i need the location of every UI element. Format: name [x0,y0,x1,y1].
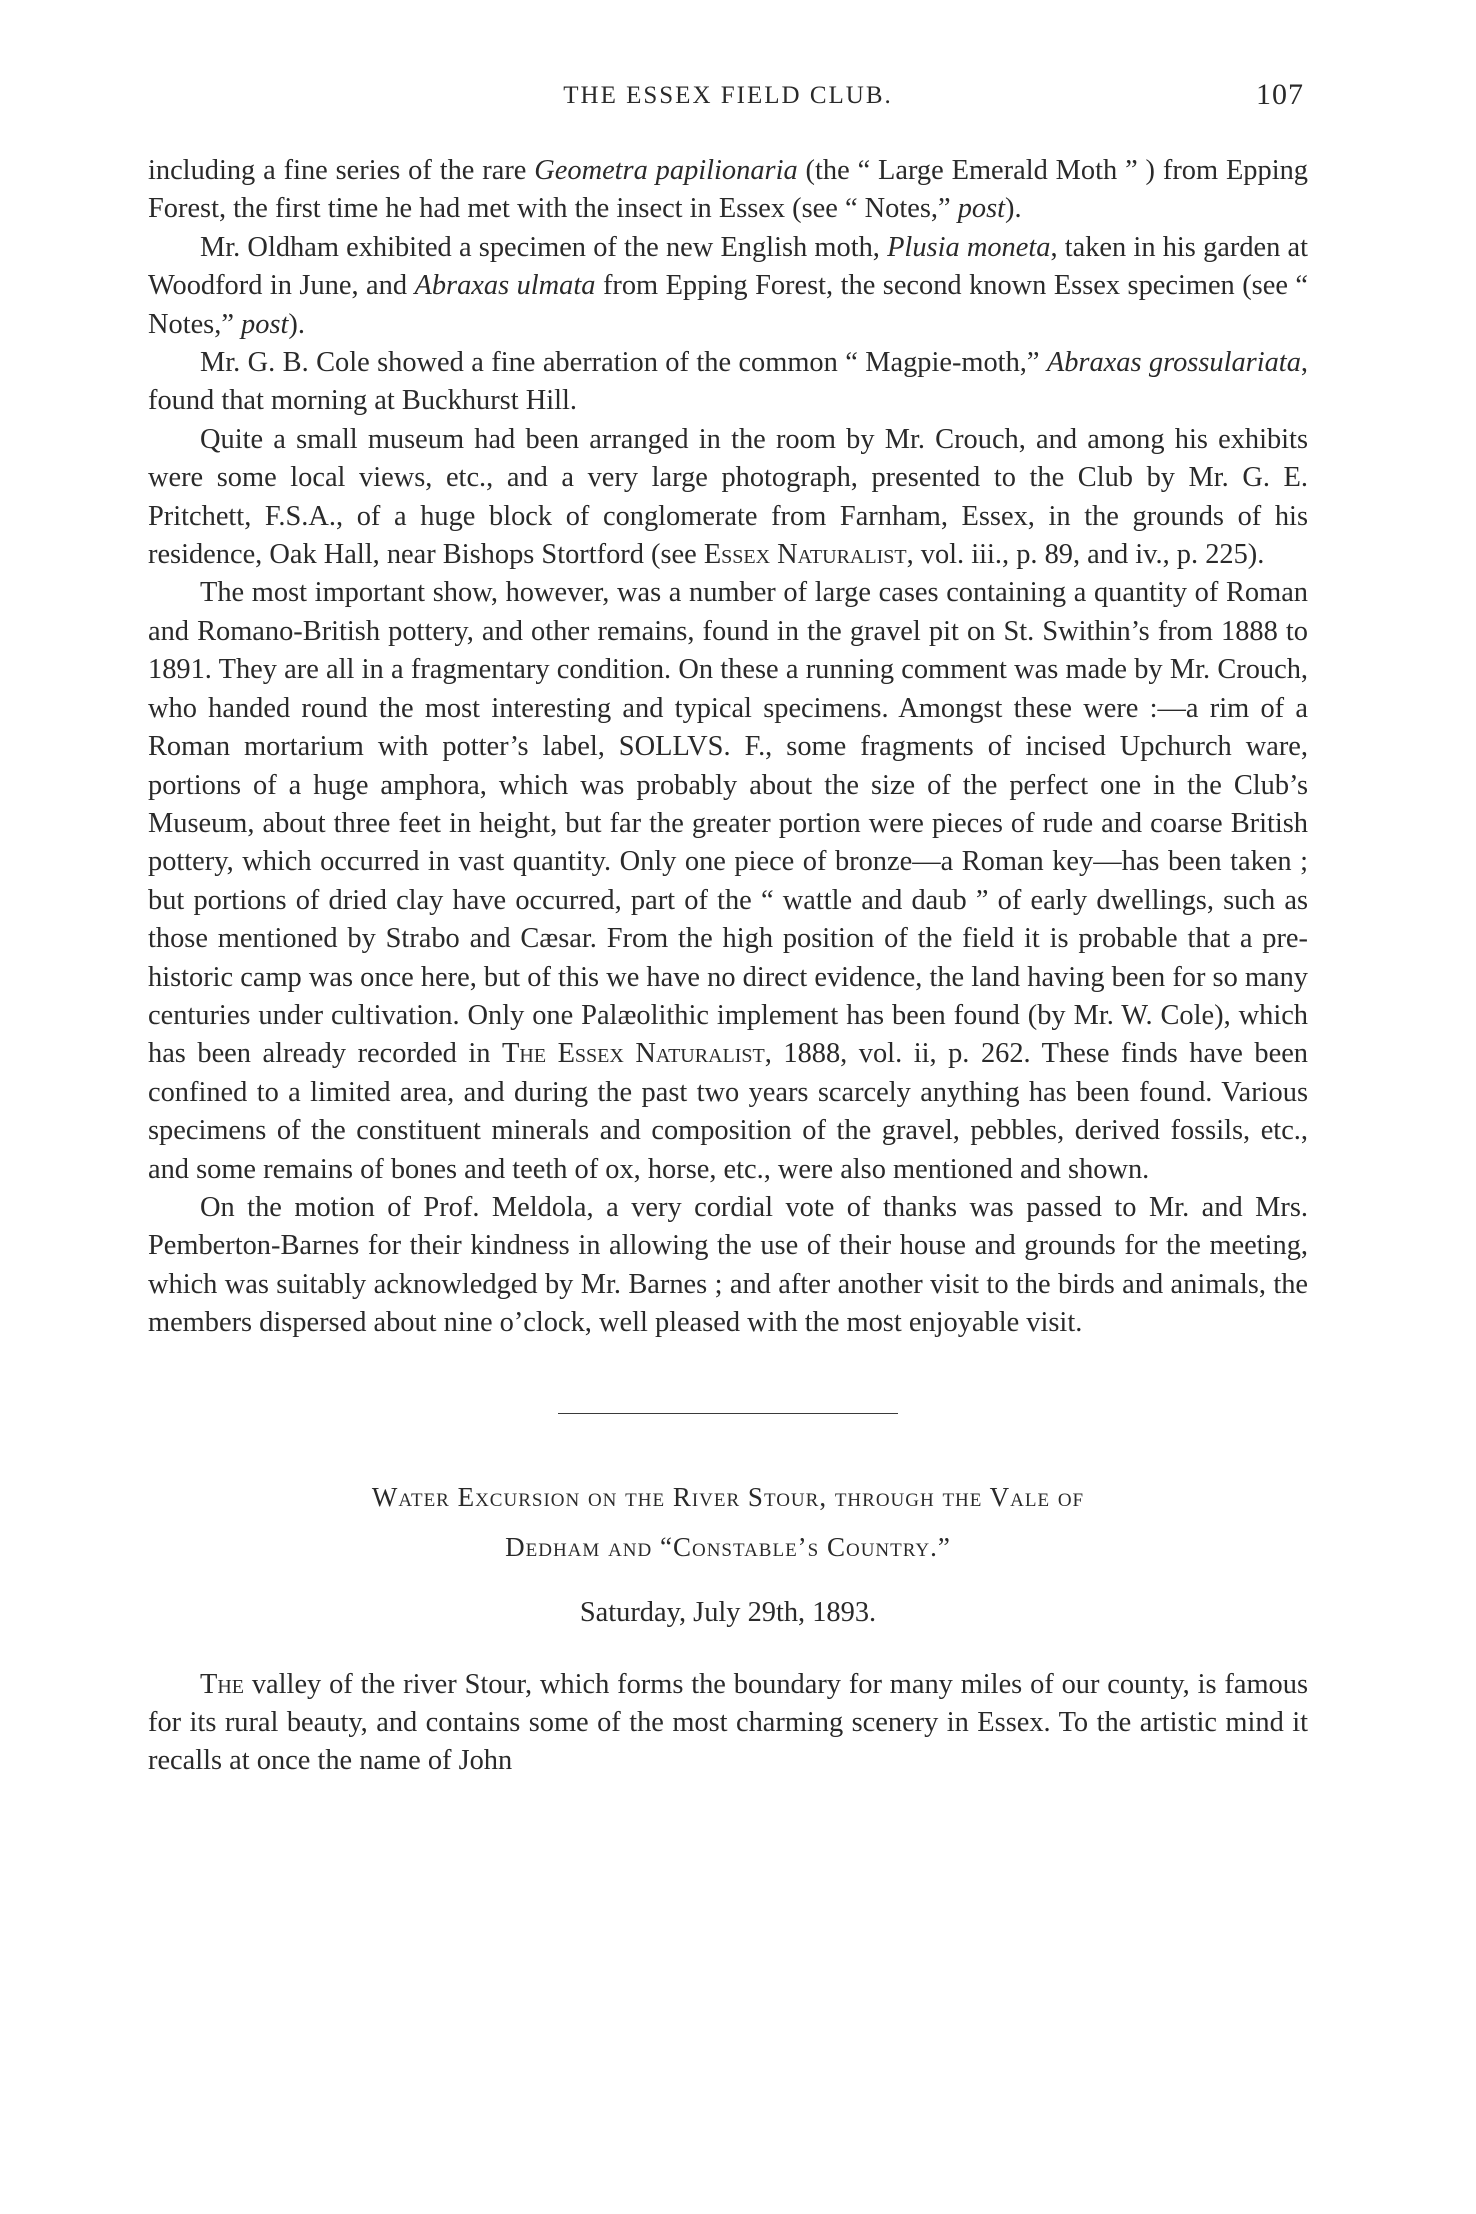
section-divider-rule [558,1413,898,1414]
text-run: Mr. Oldham exhibited a specimen of the new English moth, [200,231,888,263]
text-run: including a fine series of the rare [148,155,535,186]
small-caps-run: The Essex Naturalist [502,1038,765,1070]
running-head [148,68,1308,128]
paragraph [148,344,1308,421]
running-head-title: THE ESSEX FIELD CLUB. [563,82,893,109]
paragraph [148,152,1308,229]
section-heading-line-1: Water Excursion on the River Stour, through the Vale of [371,1481,1085,1512]
text-run: , found that morning at Buckhurst Hill. [148,347,1308,417]
italic-run: Abraxas grossulariata [1046,347,1301,379]
text-run: valley of the river Stour, which forms the boundary for many miles of our county, is famous for its rural beauty, and contains some of the most charming scenery in Essex. To the artistic mind it recalls at once the name of John [148,1668,1308,1777]
book-page [148,68,1308,1781]
text-run: ). [288,308,305,340]
section-heading [148,1472,1308,1572]
section-heading-line-2: Dedham and “Constable’s Country.” [505,1531,951,1562]
italic-run: Geometra papilionaria [534,155,798,186]
text-run: Mr. G. B. Cole showed a fine aberration of the common “ Magpie-moth,” [200,347,1047,379]
section-date: Saturday, July 29th, 1893. [579,1596,877,1628]
text-run: , taken in his garden at Woodford in June, and [148,231,1309,302]
text-run: , 1888, vol. ii, p. 262. These finds have been confined to a limited area, and during the past two years scarcely anything has been found. Various specimens of the constituent minerals and composition of the gravel, pebbles, derived fossils, etc., and some remains of bones and teeth of ox, horse, etc., were also mentioned and shown. [148,1038,1309,1185]
section-body-paragraph [148,1666,1308,1781]
section-body [148,1666,1308,1781]
italic-run: post [957,193,1006,225]
text-run: , vol. iii., p. 89, and iv., p. 225). [906,539,1265,571]
text-run: ). [1005,193,1022,225]
paragraph [148,421,1308,575]
paragraph [148,229,1308,344]
italic-run: Plusia moneta [887,231,1051,263]
italic-run: post [241,308,289,340]
body-text [148,152,1308,1343]
small-caps-run: Essex Naturalist [703,539,907,571]
italic-run: Abraxas ulmata [414,270,596,302]
text-run: On the motion of Prof. Meldola, a very cordial vote of thanks was passed to Mr. and Mrs. Pemberton-Barnes for their kindness in allowing the use of their house and grounds for the meeting, which was suitably acknowledged by Mr. Barnes ; and after another visit to the birds and animals, the members dispersed about nine o’clock, well pleased with the most enjoyable visit. [148,1191,1308,1339]
text-run: from Epping Forest, the second known Essex specimen (see “ Notes,” [148,270,1308,340]
text-run: The most important show, however, was a number of large cases containing a quantity of Roman and Romano-British pottery, and other remains, found in the gravel pit on St. Swithin’s from 1888 to 1891. They are all in a fragmentary condition. On these a running comment was made by Mr. Crouch, who handed round the most interesting and typical specimens. Amongst these were :—a rim of a Roman mortarium with potter’s label, SOLLVS. F., some fragments of incised Upchurch ware, portions of a huge amphora, which was probably about the size of the perfect one in the Club’s Museum, about three feet in height, but far the greater portion were pieces of rude and coarse British pottery, which occurred in vast quantity. Only one piece of bronze—a Roman key—has been taken ; but portions of dried clay have occurred, part of the “ wattle and daub ” of early dwellings, such as those mentioned by Strabo and Cæsar. From the high position of the field it is probable that a pre-historic camp was once here, but of this we have no direct evidence, the land having been for so many centuries under cultivation. Only one Palæolithic implement has been found (by Mr. W. Cole), which has been already recorded in [148,577,1308,1070]
small-caps-run: The [200,1668,245,1700]
page-number: 107 [1256,78,1304,111]
paragraph [148,574,1308,1189]
text-run: (the “ Large Emerald Moth ” ) from Epping Forest, the first time he had met with the insect in Essex (see “ Notes,” [148,155,1308,225]
text-run: Quite a small museum had been arranged in the room by Mr. Crouch, and among his exhibits were some local views, etc., and a very large photograph, presented to the Club by Mr. G. E. Pritchett, F.S.A., of a huge block of conglomerate from Farnham, Essex, in the grounds of his residence, Oak Hall, near Bishops Stortford (see [148,423,1308,571]
paragraph [148,1189,1308,1343]
